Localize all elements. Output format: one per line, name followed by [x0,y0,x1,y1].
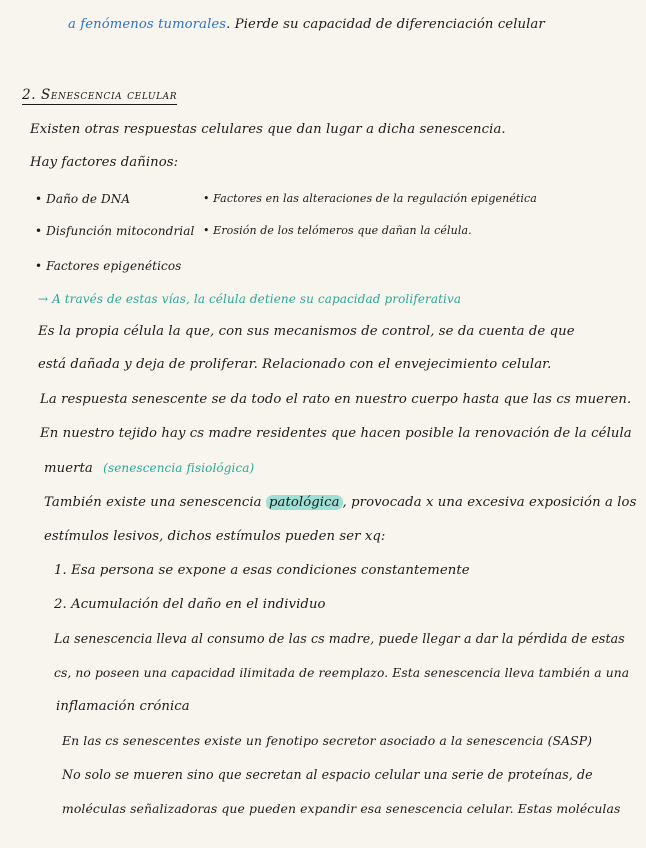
p2-line-4: cs, no poseen una capacidad ilimitada de reemplazo. Esta senescencia lleva también a una [54,666,630,680]
pathological-highlight: patológica [266,495,343,510]
p2-line-1 [44,494,636,512]
top-line-rest: . Pierde su capacidad de diferenciación celular [226,17,545,32]
bullet-mitochondrial: • Disfunción mitocondrial [35,224,195,238]
p2-line-1-end: , provocada x una excesiva exposición a los [342,495,637,510]
p1-line-2: está dañada y deja de proliferar. Relacionado con el envejecimiento celular. [38,357,552,372]
physiological-note: (senescencia fisiológica) [103,461,255,475]
p1-line-5 [44,459,254,478]
section-title-wrap [22,86,177,105]
p2-line-2: estímulos lesivos, dichos estímulos pueden ser xq: [44,529,386,544]
p2-line-1-start: También existe una senescencia [44,495,262,510]
bullet-telomeres: • Erosión de los telómeros que dañan la célula. [203,224,472,237]
factors-label: Hay factores dañinos: [30,155,179,170]
p1-line-5-start: muerta [44,461,93,476]
section-title: 2. Senescencia celular [22,87,178,103]
p2-line-5: inflamación crónica [56,699,190,714]
bullet-epigenetic: • Factores epigenéticos [35,259,182,273]
arrow-note: → A través de estas vías, la célula detiene su capacidad proliferativa [38,292,462,306]
section-intro: Existen otras respuestas celulares que dan lugar a dicha senescencia. [30,122,506,137]
bullet-dna: • Daño de DNA [35,192,131,206]
bullet-epigenetic-regulation: • Factores en las alteraciones de la regulación epigenética [203,192,537,205]
list-item-2: 2. Acumulación del daño en el individuo [54,597,326,612]
p1-line-4: En nuestro tejido hay cs madre residentes que hacen posible la renovación de la célula [40,426,632,441]
top-line-highlight: a fenómenos tumorales [68,17,227,32]
top-line [68,16,545,34]
p2-line-8: moléculas señalizadoras que pueden expandir esa senescencia celular. Estas moléculas [62,801,621,816]
p1-line-1: Es la propia célula la que, con sus mecanismos de control, se da cuenta de que [38,324,575,339]
p2-line-7: No solo se mueren sino que secretan al espacio celular una serie de proteínas, de [62,767,593,782]
p2-line-6: En las cs senescentes existe un fenotipo secretor asociado a la senescencia (SASP) [62,733,593,748]
p2-line-3: La senescencia lleva al consumo de las cs madre, puede llegar a dar la pérdida de estas [54,631,625,646]
list-item-1: 1. Esa persona se expone a esas condiciones constantemente [54,563,470,578]
p1-line-3: La respuesta senescente se da todo el rato en nuestro cuerpo hasta que las cs mueren. [40,392,632,407]
